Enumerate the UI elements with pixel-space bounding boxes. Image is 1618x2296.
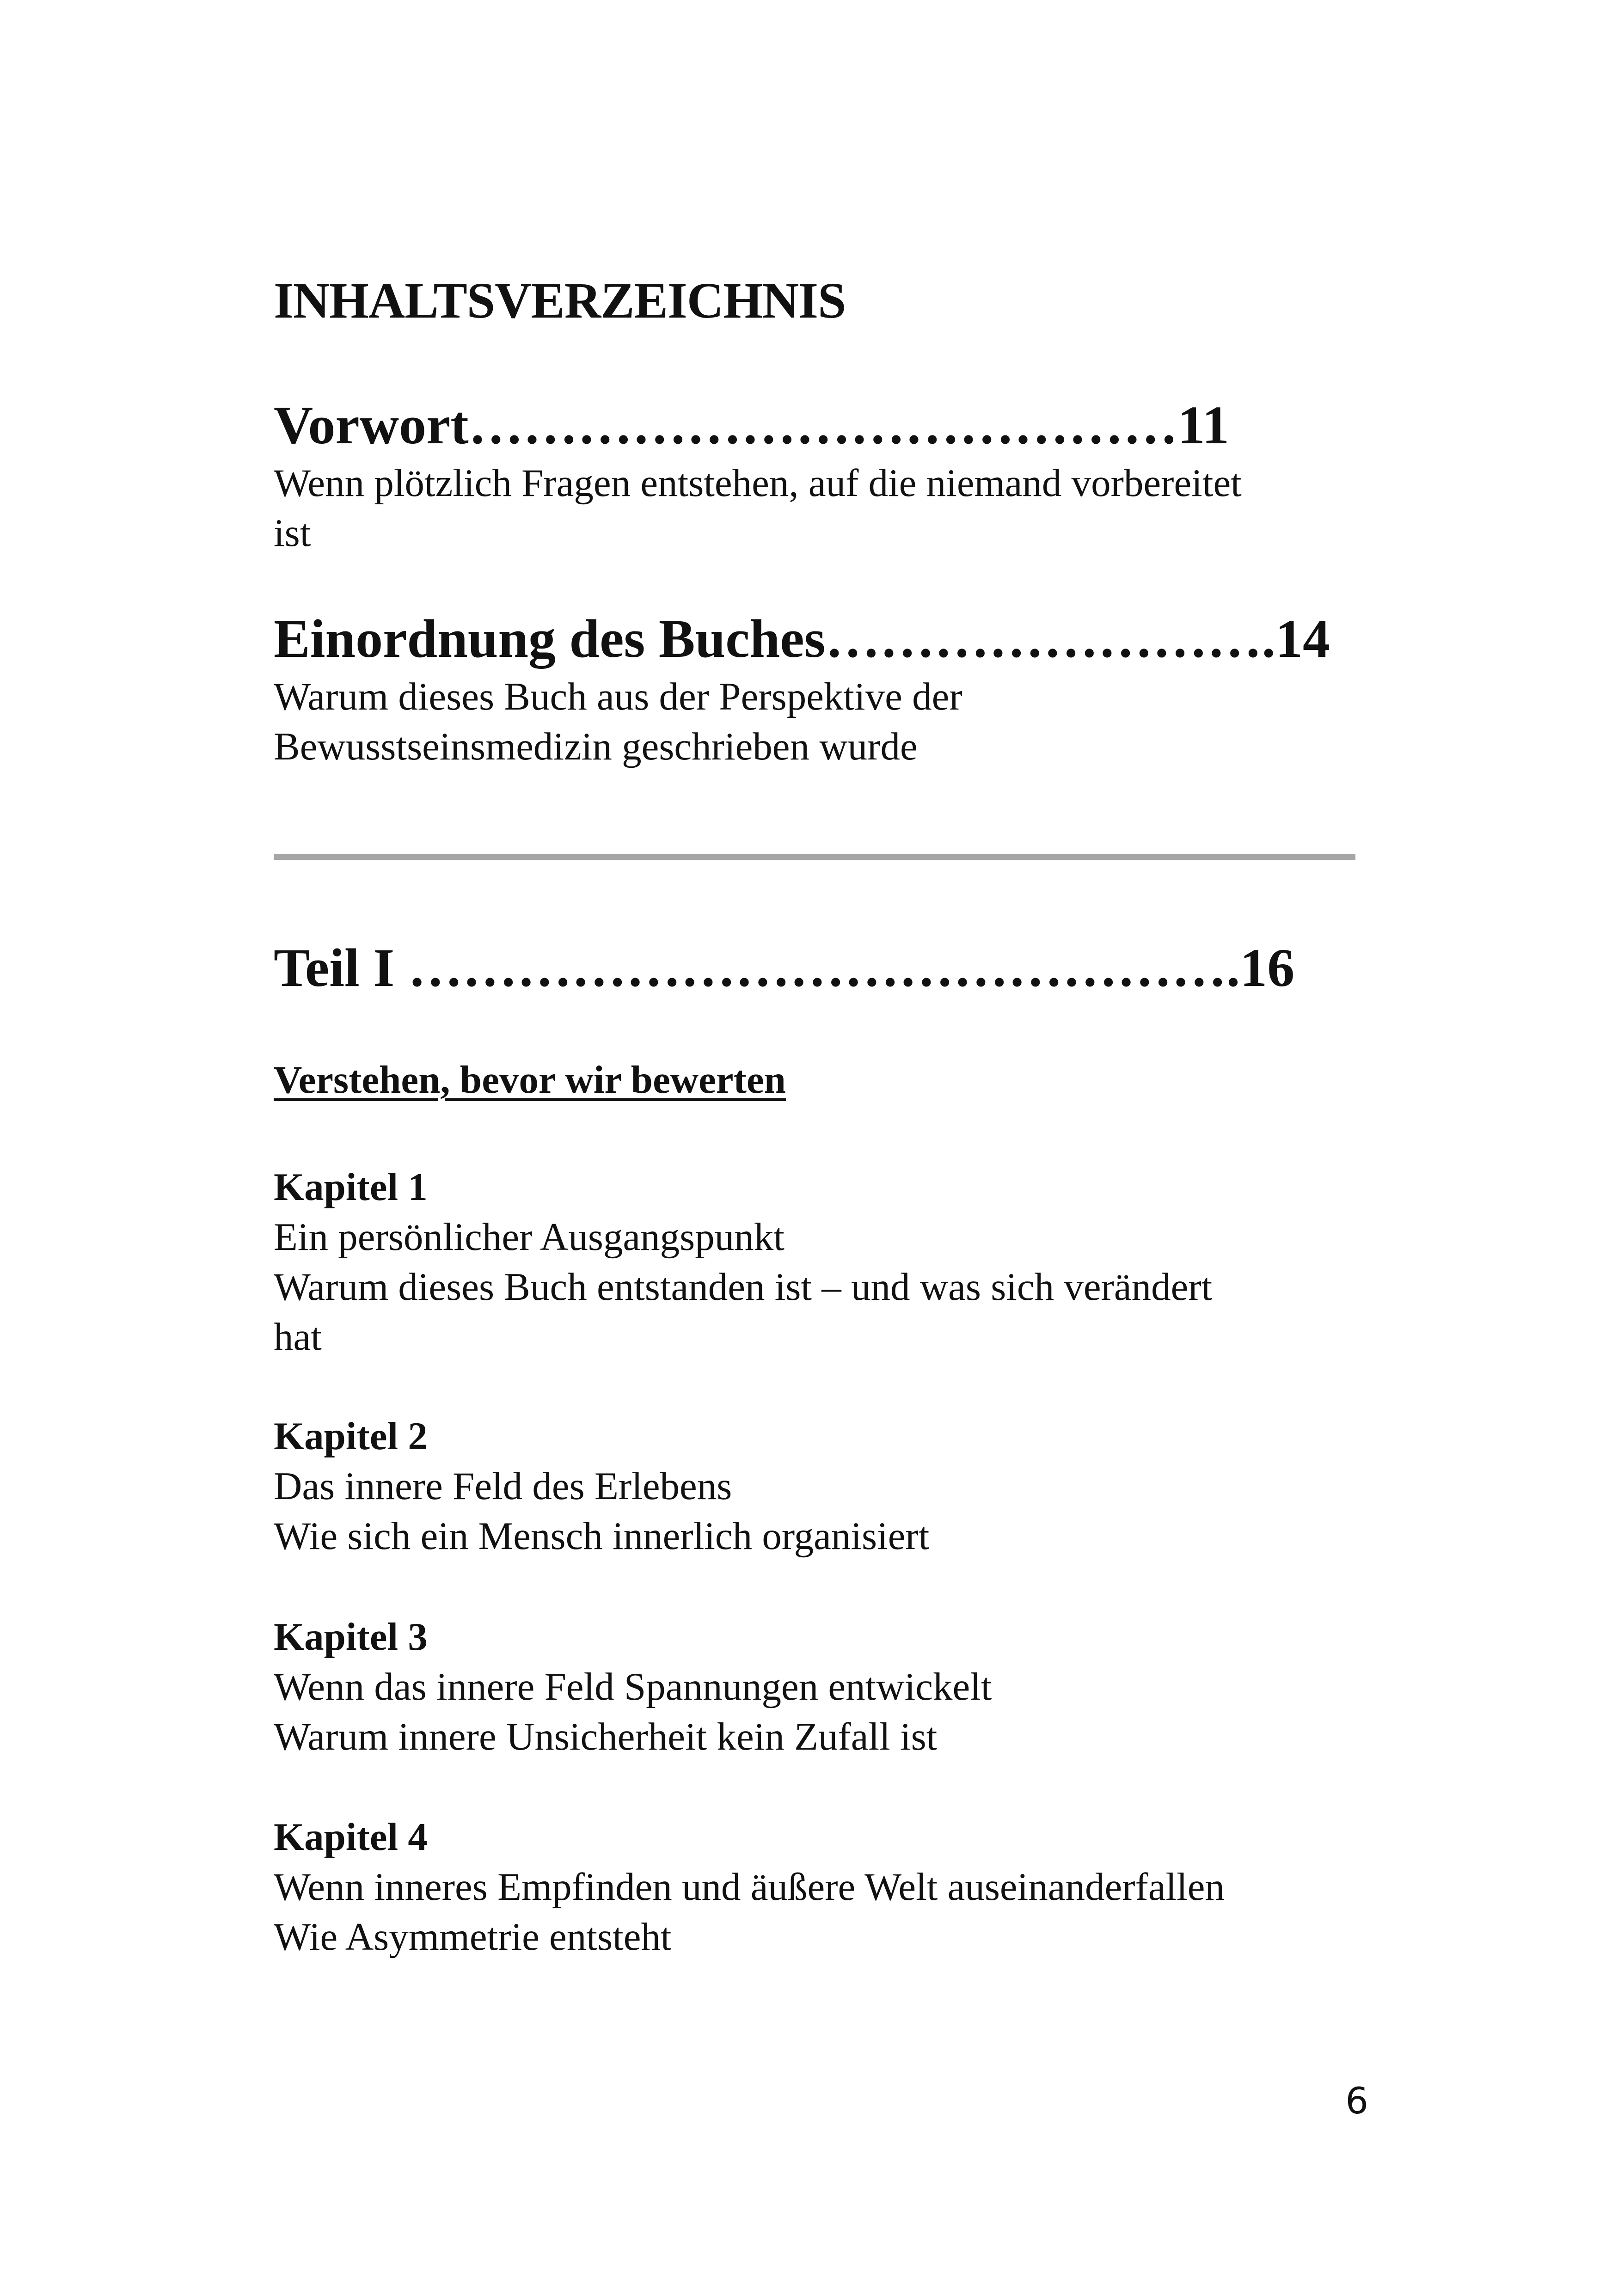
toc-title: INHALTSVERZEICHNIS (274, 272, 846, 329)
chapter-title: Wenn inneres Empfinden und äußere Welt auseinanderfallen (274, 1865, 1225, 1909)
chapter-title: Ein persönlicher Ausgangspunkt (274, 1215, 784, 1259)
toc-part-heading: Teil I ……………………………………….16 (274, 937, 1295, 998)
toc-entry-heading-einordnung: Einordnung des Buches…………………….14 (274, 608, 1330, 669)
chapter-title: Das innere Feld des Erlebens (274, 1464, 732, 1508)
chapter-label: Kapitel 4 (274, 1815, 428, 1859)
chapter-title: Wenn das innere Feld Spannungen entwickelt (274, 1665, 992, 1708)
toc-entry-heading-vorwort: Vorwort…………………………………11 (274, 395, 1230, 455)
page-number: 6 (1345, 2081, 1368, 2122)
chapter-subtitle-line: Wie sich ein Mensch innerlich organisiert (274, 1514, 930, 1558)
toc-entry-description-line: Warum dieses Buch aus der Perspektive der (274, 675, 962, 718)
toc-entry-description-line: Wenn plötzlich Fragen entstehen, auf die niemand vorbereitet (274, 461, 1242, 505)
toc-entry-description-line: ist (274, 511, 311, 555)
chapter-label: Kapitel 2 (274, 1414, 428, 1458)
chapter-subtitle-line: Warum innere Unsicherheit kein Zufall ist (274, 1715, 938, 1758)
toc-part-subtitle: Verstehen, bevor wir bewerten (274, 1058, 786, 1102)
section-divider (274, 854, 1355, 860)
chapter-label: Kapitel 1 (274, 1165, 428, 1209)
toc-entry-description-line: Bewusstseinsmedizin geschrieben wurde (274, 725, 918, 768)
chapter-subtitle-line: Wie Asymmetrie entsteht (274, 1915, 672, 1959)
chapter-subtitle-line: hat (274, 1315, 322, 1359)
chapter-subtitle-line: Warum dieses Buch entstanden ist – und was sich verändert (274, 1265, 1213, 1309)
chapter-label: Kapitel 3 (274, 1615, 428, 1659)
